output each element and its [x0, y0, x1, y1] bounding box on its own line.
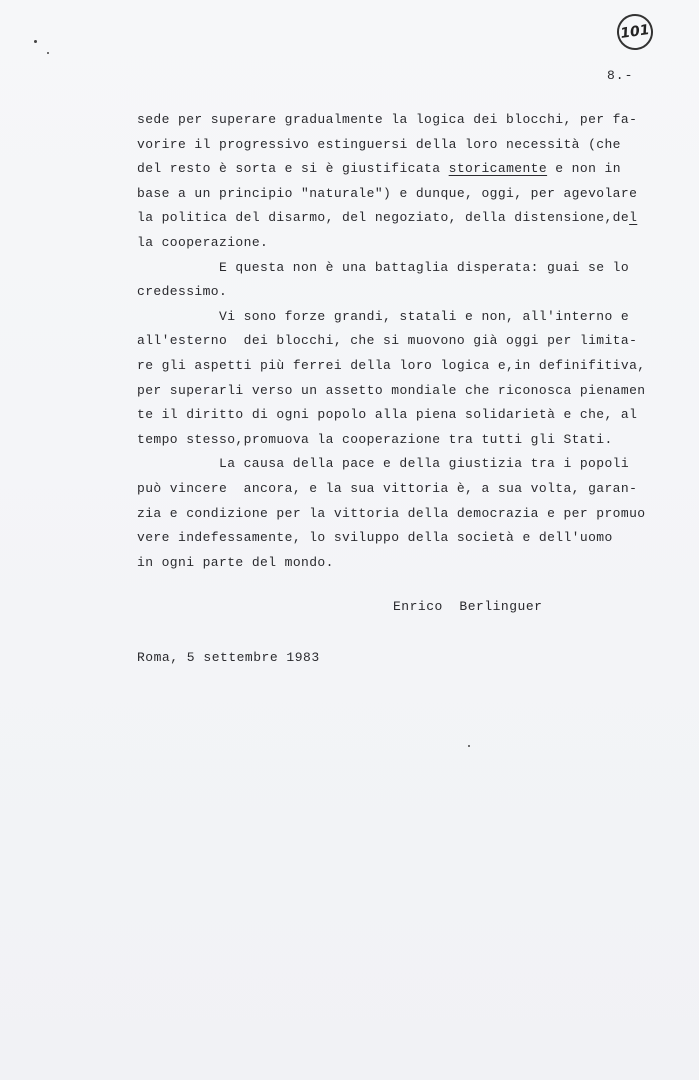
paragraph-4: [137, 452, 647, 575]
text-line: all'esterno dei blocchi, che si muovono già oggi per limita-: [137, 333, 638, 349]
text-line: [137, 157, 647, 182]
text-line: per superarli verso un assetto mondiale che riconosca pienamen: [137, 382, 646, 398]
text-line: re gli aspetti più ferrei della loro logica e,in definifitiva,: [137, 357, 646, 373]
text-line: te il diritto di ogni popolo alla piena solidarietà e che, al: [137, 407, 638, 423]
paragraph-1: [137, 108, 647, 256]
text-line: base a un principio "naturale") e dunque, oggi, per agevolare: [137, 185, 638, 201]
text-line: la cooperazione.: [137, 234, 269, 250]
underlined-hyphen: l: [629, 210, 638, 226]
text-line: zia e condizione per la vittoria della democrazia e per promuo: [137, 505, 646, 521]
signature: Enrico Berlinguer: [393, 599, 543, 614]
text-line: può vincere ancora, e la sua vittoria è, a sua volta, garan-: [137, 480, 638, 496]
text-line: credessimo.: [137, 284, 228, 300]
text-line: La causa della pace e della giustizia tra i popoli: [219, 456, 630, 472]
text-line: sede per superare gradualmente la logica dei blocchi, per fa-: [137, 112, 638, 127]
text-segment: e non in: [547, 161, 621, 177]
dateline: Roma, 5 settembre 1983: [137, 650, 320, 665]
text-line: vorire il progressivo estinguersi della loro necessità (che: [137, 136, 621, 152]
letter-body: [137, 108, 647, 575]
paper-speck: [468, 745, 470, 747]
paper-speck: [34, 40, 37, 43]
page-number: 8.-: [607, 68, 634, 83]
paper-speck: [47, 52, 49, 54]
text-line: Vi sono forze grandi, statali e non, all'interno e: [219, 308, 630, 324]
text-line: in ogni parte del mondo.: [137, 554, 334, 570]
text-line: tempo stesso,promuova la cooperazione tra tutti gli Stati.: [137, 431, 613, 447]
text-segment: la politica del disarmo, del negoziato, della distensione,de: [137, 210, 630, 226]
underlined-word: storicamente: [448, 161, 548, 177]
text-line: E questa non è una battaglia disperata: guai se lo: [219, 259, 630, 275]
text-segment: del resto è sorta e si è giustificata: [137, 161, 449, 177]
paragraph-3: [137, 305, 647, 453]
archive-stamp: 101: [615, 12, 656, 53]
text-line: vere indefessamente, lo sviluppo della società e dell'uomo: [137, 530, 613, 546]
text-line: [137, 206, 647, 231]
paragraph-2: [137, 256, 647, 305]
